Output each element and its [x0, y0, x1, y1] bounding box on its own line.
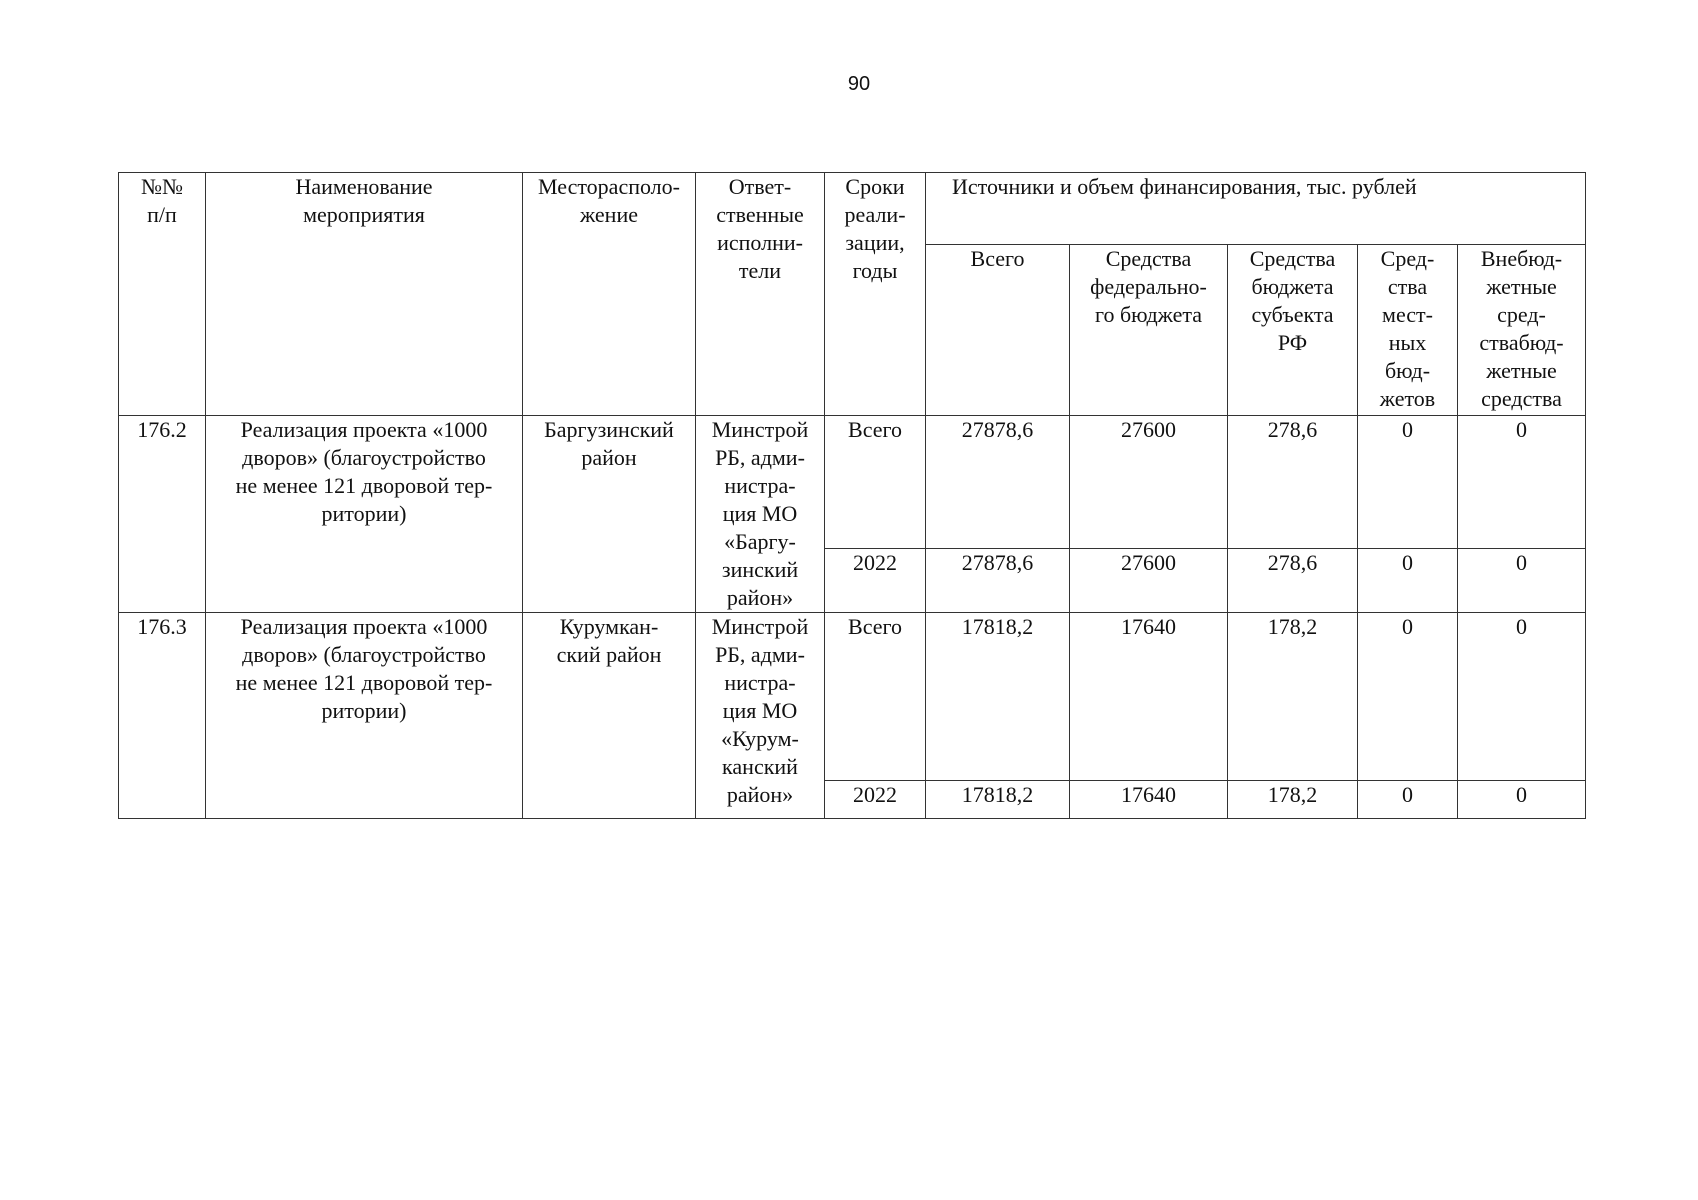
cell-line: Реализация проекта «1000	[240, 417, 488, 442]
cell-line: ция МО	[722, 501, 798, 526]
row-period: 2022	[825, 549, 926, 613]
row-federal: 17640	[1070, 781, 1228, 819]
cell-line: зации,	[845, 230, 905, 255]
cell-line: жетные	[1486, 274, 1557, 299]
header-local	[1358, 245, 1458, 416]
header-num	[119, 173, 206, 416]
cell-line: Минстрой	[711, 417, 809, 442]
row-total: 17818,2	[926, 781, 1070, 819]
row-extrabudget: 0	[1458, 613, 1586, 781]
cell-line: дворов» (благоустройство	[242, 642, 486, 667]
row-federal: 27600	[1070, 549, 1228, 613]
cell-line: Сроки	[845, 174, 905, 199]
cell-line: Сред-	[1380, 246, 1435, 271]
row-executors	[696, 416, 825, 613]
cell-line: бюджета	[1251, 274, 1334, 299]
cell-line: исполни-	[717, 230, 803, 255]
table-row	[119, 416, 1586, 549]
cell-line: федерально-	[1090, 274, 1207, 299]
cell-line: Минстрой	[711, 614, 809, 639]
row-total: 27878,6	[926, 549, 1070, 613]
row-local: 0	[1358, 613, 1458, 781]
cell-line: Месторасполо-	[538, 174, 680, 199]
cell-line: тели	[738, 258, 782, 283]
row-local: 0	[1358, 416, 1458, 549]
row-regional: 278,6	[1228, 416, 1358, 549]
cell-line: ция МО	[722, 698, 798, 723]
cell-line: мероприятия	[303, 202, 425, 227]
row-period: Всего	[825, 416, 926, 549]
cell-line: средства	[1481, 386, 1562, 411]
header-federal	[1070, 245, 1228, 416]
cell-line: нистра-	[724, 670, 796, 695]
header-sources: Источники и объем финансирования, тыс. рублей	[926, 173, 1586, 245]
cell-line: РФ	[1277, 330, 1308, 355]
cell-line: Внебюд-	[1480, 246, 1563, 271]
cell-line: ства	[1387, 274, 1428, 299]
cell-line: «Баргу-	[724, 529, 796, 554]
cell-line: ственные	[716, 202, 804, 227]
cell-line: бюд-	[1384, 358, 1431, 383]
cell-line: субъекта	[1251, 302, 1334, 327]
cell-line: Ответ-	[728, 174, 792, 199]
cell-line: Курумкан-	[559, 614, 659, 639]
cell-line: район	[581, 445, 637, 470]
header-extrabudget	[1458, 245, 1586, 416]
row-executors	[696, 613, 825, 819]
cell-line: го бюджета	[1094, 302, 1202, 327]
cell-line: реали-	[844, 202, 906, 227]
cell-line: канский	[722, 754, 798, 779]
cell-line: ритории)	[321, 501, 407, 526]
cell-line: ский район	[556, 642, 662, 667]
row-federal: 27600	[1070, 416, 1228, 549]
row-regional: 178,2	[1228, 781, 1358, 819]
page-number: 90	[847, 73, 871, 95]
row-total: 27878,6	[926, 416, 1070, 549]
row-period: Всего	[825, 613, 926, 781]
cell-line: дворов» (благоустройство	[242, 445, 486, 470]
cell-line: РБ, адми-	[715, 642, 805, 667]
header-location	[523, 173, 696, 416]
row-extrabudget: 0	[1458, 416, 1586, 549]
row-federal: 17640	[1070, 613, 1228, 781]
row-regional: 178,2	[1228, 613, 1358, 781]
cell-line: район»	[726, 585, 794, 610]
cell-line: Средства	[1249, 246, 1336, 271]
cell-line: Всего	[970, 246, 1025, 271]
row-num: 176.2	[119, 416, 206, 613]
cell-line: нистра-	[724, 473, 796, 498]
header-executors	[696, 173, 825, 416]
row-name	[206, 613, 523, 819]
cell-line: сред-	[1497, 302, 1546, 327]
cell-line: район»	[726, 782, 794, 807]
cell-line: п/п	[147, 202, 177, 227]
cell-line: «Курум-	[721, 726, 799, 751]
header-total	[926, 245, 1070, 416]
cell-line: не менее 121 дворовой тер-	[235, 670, 493, 695]
cell-line: Реализация проекта «1000	[240, 614, 488, 639]
cell-line: ритории)	[321, 698, 407, 723]
row-extrabudget: 0	[1458, 549, 1586, 613]
cell-line: Средства	[1105, 246, 1192, 271]
cell-line: РБ, адми-	[715, 445, 805, 470]
cell-line: №№	[141, 174, 183, 199]
cell-line: Наименование	[295, 174, 433, 199]
row-period: 2022	[825, 781, 926, 819]
row-name	[206, 416, 523, 613]
table-row	[119, 613, 1586, 781]
cell-line: Баргузинский	[544, 417, 674, 442]
header-name	[206, 173, 523, 416]
cell-line: жетов	[1379, 386, 1436, 411]
header-period	[825, 173, 926, 416]
row-extrabudget: 0	[1458, 781, 1586, 819]
financing-table	[118, 172, 1586, 819]
cell-line: жение	[580, 202, 638, 227]
cell-line: не менее 121 дворовой тер-	[235, 473, 493, 498]
row-local: 0	[1358, 781, 1458, 819]
row-total: 17818,2	[926, 613, 1070, 781]
row-local: 0	[1358, 549, 1458, 613]
row-num: 176.3	[119, 613, 206, 819]
header-regional	[1228, 245, 1358, 416]
cell-line: ствабюд-	[1479, 330, 1564, 355]
row-regional: 278,6	[1228, 549, 1358, 613]
cell-line: ных	[1388, 330, 1427, 355]
cell-line: зинский	[721, 557, 799, 582]
row-location	[523, 416, 696, 613]
row-location	[523, 613, 696, 819]
cell-line: годы	[852, 258, 898, 283]
cell-line: жетные	[1486, 358, 1557, 383]
cell-line: мест-	[1382, 302, 1433, 327]
